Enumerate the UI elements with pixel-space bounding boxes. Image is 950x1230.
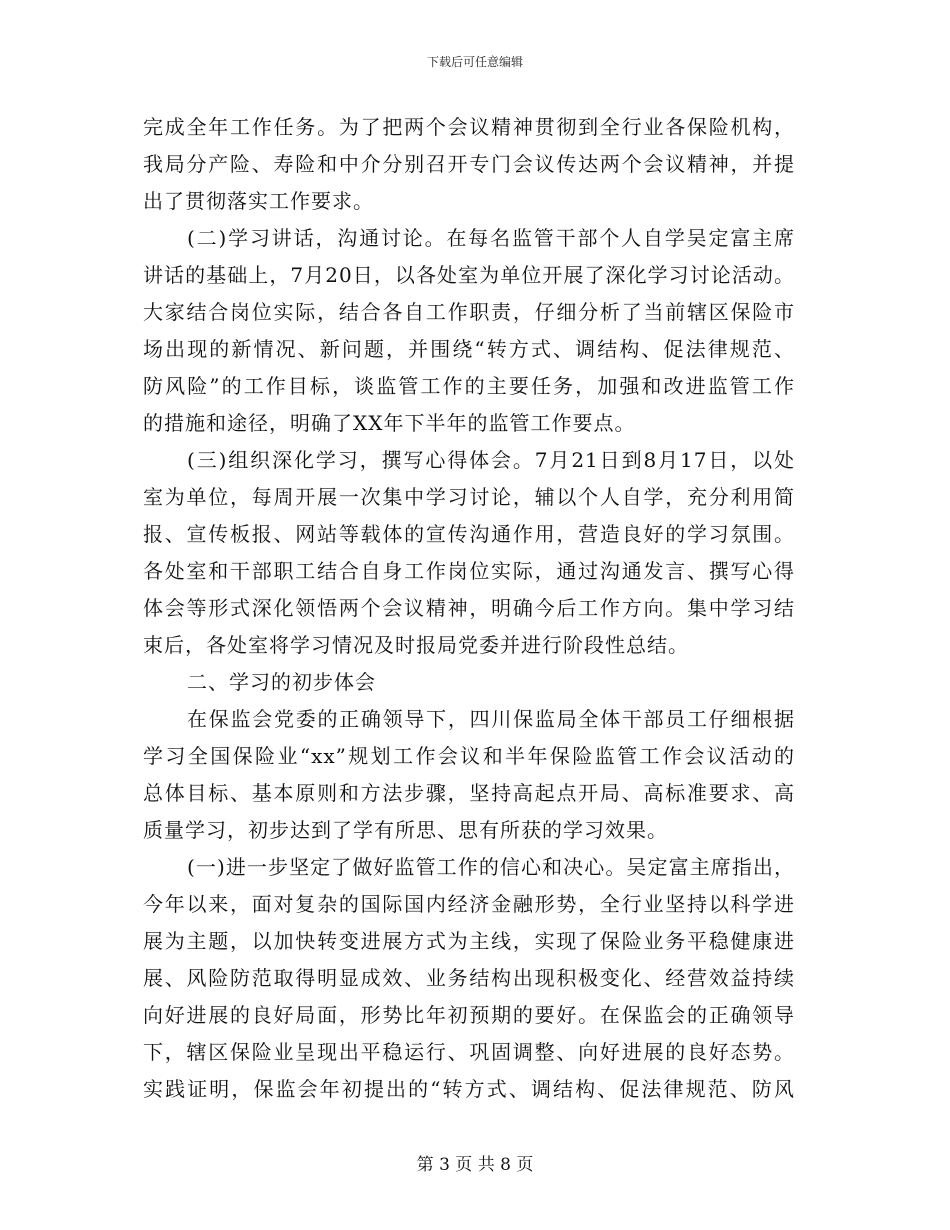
body-line: 质量学习，初步达到了学有所思、思有所获的学习效果。	[143, 818, 668, 842]
paragraph-study-speech	[143, 220, 795, 442]
paragraph-confidence	[143, 849, 795, 1108]
body-line: 向好进展的良好局面，形势比年初预期的要好。在保监会的正确领导	[143, 1003, 795, 1027]
body-line: 大家结合岗位实际，结合各自工作职责，仔细分析了当前辖区保险市	[143, 300, 795, 324]
body-line: 场出现的新情况、新问题，并围绕“转方式、调结构、促法律规范、	[143, 337, 795, 361]
section-heading	[143, 664, 795, 701]
paragraph-deepen-study	[143, 442, 795, 664]
page-header-note: 下载后可任意编辑	[426, 55, 523, 69]
document-body	[143, 109, 795, 1108]
body-line: (二)学习讲话，沟通讨论。在每名监管干部个人自学吴定富主席	[187, 226, 795, 250]
body-line: 的措施和途径，明确了XX年下半年的监管工作要点。	[143, 411, 636, 435]
body-line: 室为单位，每周开展一次集中学习讨论，辅以个人自学，充分利用简	[143, 485, 795, 509]
body-line: (一)进一步坚定了做好监管工作的信心和决心。吴定富主席指出，	[187, 855, 795, 879]
body-line: (三)组织深化学习，撰写心得体会。7月21日到8月17日，以处	[187, 448, 795, 472]
body-line: 防风险”的工作目标，谈监管工作的主要任务，加强和改进监管工作	[143, 374, 795, 398]
page-number-footer: 第 3 页 共 8 页	[416, 1155, 534, 1175]
body-line: 学习全国保险业“xx”规划工作会议和半年保险监管工作会议活动的	[143, 744, 795, 768]
body-line: 完成全年工作任务。为了把两个会议精神贯彻到全行业各保险机构，	[143, 115, 795, 139]
paragraph-initial-experience	[143, 701, 795, 849]
body-line: 出了贯彻落实工作要求。	[143, 189, 374, 213]
body-line: 在保监会党委的正确领导下，四川保监局全体干部员工仔细根据	[187, 707, 795, 731]
body-line: 展为主题，以加快转变进展方式为主线，实现了保险业务平稳健康进	[143, 929, 795, 953]
body-line: 下，辖区保险业呈现出平稳运行、巩固调整、向好进展的良好态势。	[143, 1040, 795, 1064]
body-line: 总体目标、基本原则和方法步骤，坚持高起点开局、高标准要求、高	[143, 781, 795, 805]
paragraph-continuation	[143, 109, 795, 220]
body-line: 我局分产险、寿险和中介分别召开专门会议传达两个会议精神，并提	[143, 152, 795, 176]
body-line: 体会等形式深化领悟两个会议精神，明确今后工作方向。集中学习结	[143, 596, 795, 620]
body-line: 实践证明，保监会年初提出的“转方式、调结构、促法律规范、防风	[143, 1077, 795, 1101]
body-line: 讲话的基础上，7月20日，以各处室为单位开展了深化学习讨论活动。	[143, 263, 795, 287]
body-line: 各处室和干部职工结合自身工作岗位实际，通过沟通发言、撰写心得	[143, 559, 795, 583]
body-line: 报、宣传板报、网站等载体的宣传沟通作用，营造良好的学习氛围。	[143, 522, 795, 546]
body-line: 展、风险防范取得明显成效、业务结构出现积极变化、经营效益持续	[143, 966, 795, 990]
section-heading-text: 二、学习的初步体会	[187, 670, 376, 694]
body-line: 束后，各处室将学习情况及时报局党委并进行阶段性总结。	[143, 633, 689, 657]
body-line: 今年以来，面对复杂的国际国内经济金融形势，全行业坚持以科学进	[143, 892, 795, 916]
